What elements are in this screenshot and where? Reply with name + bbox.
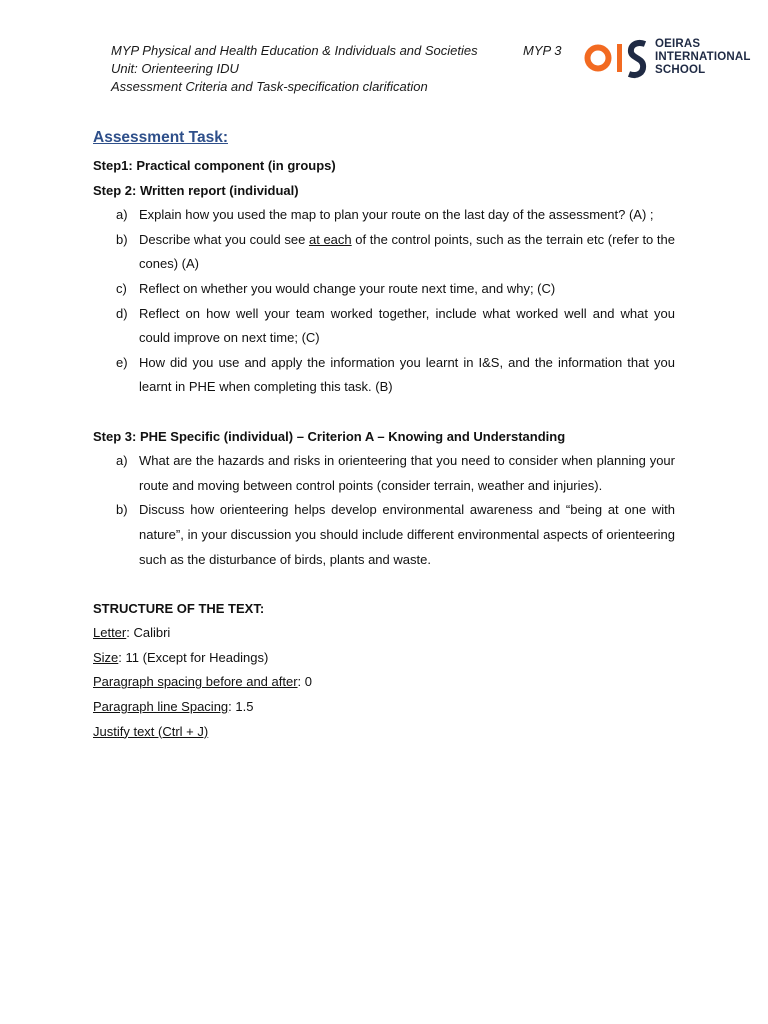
list-item: a) What are the hazards and risks in orienteering that you need to consider when planning your route and moving between control points (consider terrain, weather and injuries). (116, 453, 675, 493)
document-header (111, 42, 591, 96)
structure-item-letter: Letter: Calibri (93, 625, 171, 641)
header-unit: Unit: Orienteering IDU (111, 61, 239, 76)
step1-heading: Step1: Practical component (in groups) (93, 158, 336, 173)
structure-heading: STRUCTURE OF THE TEXT: (93, 600, 265, 616)
list-item: b) Discuss how orienteering helps develop environmental awareness and “being at one with nature”, in your discussion you should include different environmental aspects of orienteering such as the disturbance of birds, plants and waste. (116, 502, 675, 567)
structure-item-justify: Justify text (Ctrl + J) (93, 723, 209, 739)
structure-item-line-spacing: Paragraph line Spacing: 1.5 (93, 699, 254, 715)
header-subtitle: Assessment Criteria and Task-specification clarification (111, 79, 428, 94)
step3-list (93, 449, 675, 572)
header-course-line (111, 42, 591, 60)
underlined-phrase: at each (308, 231, 352, 247)
structure-item-size: Size: 11 (Except for Headings) (93, 649, 269, 665)
assessment-task-heading: Assessment Task: (93, 129, 228, 146)
school-logo (582, 36, 752, 84)
school-name: OEIRAS INTERNATIONAL SCHOOL (655, 38, 751, 76)
header-myp-level: MYP 3 (523, 43, 562, 58)
list-item: a) Explain how you used the map to plan your route on the last day of the assessment? (A) ; (116, 207, 654, 223)
list-item: d) Reflect on how well your team worked together, include what worked well and what you could improve on next time; (C) (116, 305, 675, 346)
list-item: c) Reflect on whether you would change your route next time, and why; (C) (116, 280, 556, 296)
step2-heading: Step 2: Written report (individual) (93, 182, 299, 198)
ois-logo-mark (582, 36, 654, 84)
list-item: e) How did you use and apply the information you learnt in I&S, and the information that you learnt in PHE when completing this task. (B) (116, 354, 675, 395)
step2-list (93, 203, 675, 400)
list-item: b) Describe what you could see at each of the control points, such as the terrain etc (refer to the cones) (A) (116, 231, 676, 272)
step3-heading: Step 3: PHE Specific (individual) – Criterion A – Knowing and Understanding (93, 428, 566, 444)
header-course-title: MYP Physical and Health Education & Individuals and Societies (111, 43, 478, 58)
document-body (93, 126, 675, 744)
structure-item-paragraph-spacing: Paragraph spacing before and after: 0 (93, 674, 312, 690)
